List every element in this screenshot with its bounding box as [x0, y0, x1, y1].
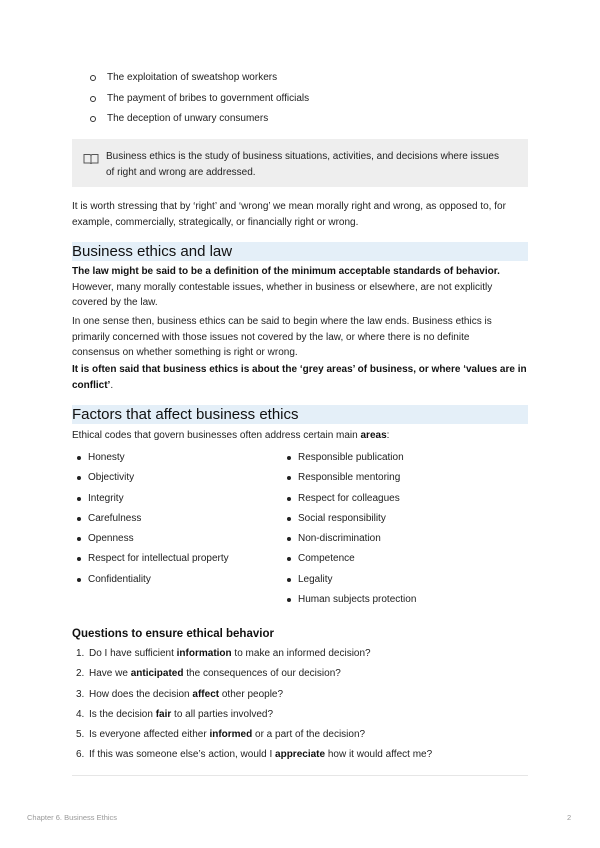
list-item: Respect for intellectual property — [72, 551, 229, 571]
list-item: Responsible mentoring — [282, 470, 416, 490]
question-item: 2. Have we anticipated the consequences of our decision? — [76, 668, 341, 680]
areas-list-left — [72, 450, 229, 592]
question-item: 3. How does the decision affect other people? — [76, 688, 284, 700]
list-item: The exploitation of sweatshop workers — [90, 70, 309, 91]
list-item: Competence — [282, 551, 416, 571]
areas-list-right — [282, 450, 416, 612]
list-item: Openness — [72, 531, 229, 551]
list-item: Honesty — [72, 450, 229, 470]
footer-chapter: Chapter 6. Business Ethics — [27, 813, 118, 822]
law-paragraph-3: It is often said that business ethics is about the ‘grey areas’ of business, or where ‘values are in conflict’. — [72, 364, 527, 391]
law-paragraph-1: The law might be said to be a definition of the minimum acceptable standards of behavior. However, many morally contestable issues, whether in business or elsewhere, are not explicitly covered by the law. — [72, 266, 500, 308]
definition-line: of right and wrong are addressed. — [106, 167, 256, 178]
list-item: Human subjects protection — [282, 592, 416, 612]
list-item: Respect for colleagues — [282, 491, 416, 511]
questions-list — [72, 646, 432, 768]
list-item: The deception of unwary consumers — [90, 111, 309, 132]
question-item: 1. Do I have sufficient information to make an informed decision? — [76, 648, 371, 659]
list-item: Responsible publication — [282, 450, 416, 470]
definition-callout — [72, 139, 528, 187]
list-item: Carefulness — [72, 511, 229, 531]
law-paragraph-2: In one sense then, business ethics can be said to begin where the law ends. Business ethics is primarily concerned with those issues not covered by the law, or where there is no definite consensus on whether something is right or wrong. — [72, 316, 492, 358]
question-item: 5. Is everyone affected either informed or a part of the decision? — [76, 729, 366, 741]
definition-line: Business ethics is the study of business situations, activities, and decisions where issues — [106, 151, 499, 162]
page-number: 2 — [567, 813, 572, 822]
question-item: 4. Is the decision fair to all parties involved? — [76, 708, 274, 720]
intro-bullet-list — [90, 70, 309, 132]
list-item: The payment of bribes to government officials — [90, 91, 309, 112]
section-heading-factors: Factors that affect business ethics — [72, 405, 528, 424]
list-item: Confidentiality — [72, 572, 229, 592]
footer-divider — [72, 775, 528, 776]
list-item: Social responsibility — [282, 511, 416, 531]
worth-stressing-paragraph: It is worth stressing that by ‘right’ and ‘wrong’ we mean morally right and wrong, as opposed to, for example, commercially, strategically, or financially right or wrong. — [72, 201, 506, 228]
section-heading-law: Business ethics and law — [72, 242, 528, 261]
factors-intro: Ethical codes that govern businesses often address certain main areas: — [72, 430, 390, 441]
questions-heading: Questions to ensure ethical behavior — [72, 628, 274, 640]
list-item: Non-discrimination — [282, 531, 416, 551]
question-item: 6. If this was someone else’s action, would I appreciate how it would affect me? — [76, 749, 433, 761]
list-item: Objectivity — [72, 470, 229, 490]
book-icon — [83, 153, 99, 171]
list-item: Legality — [282, 572, 416, 592]
list-item: Integrity — [72, 491, 229, 511]
